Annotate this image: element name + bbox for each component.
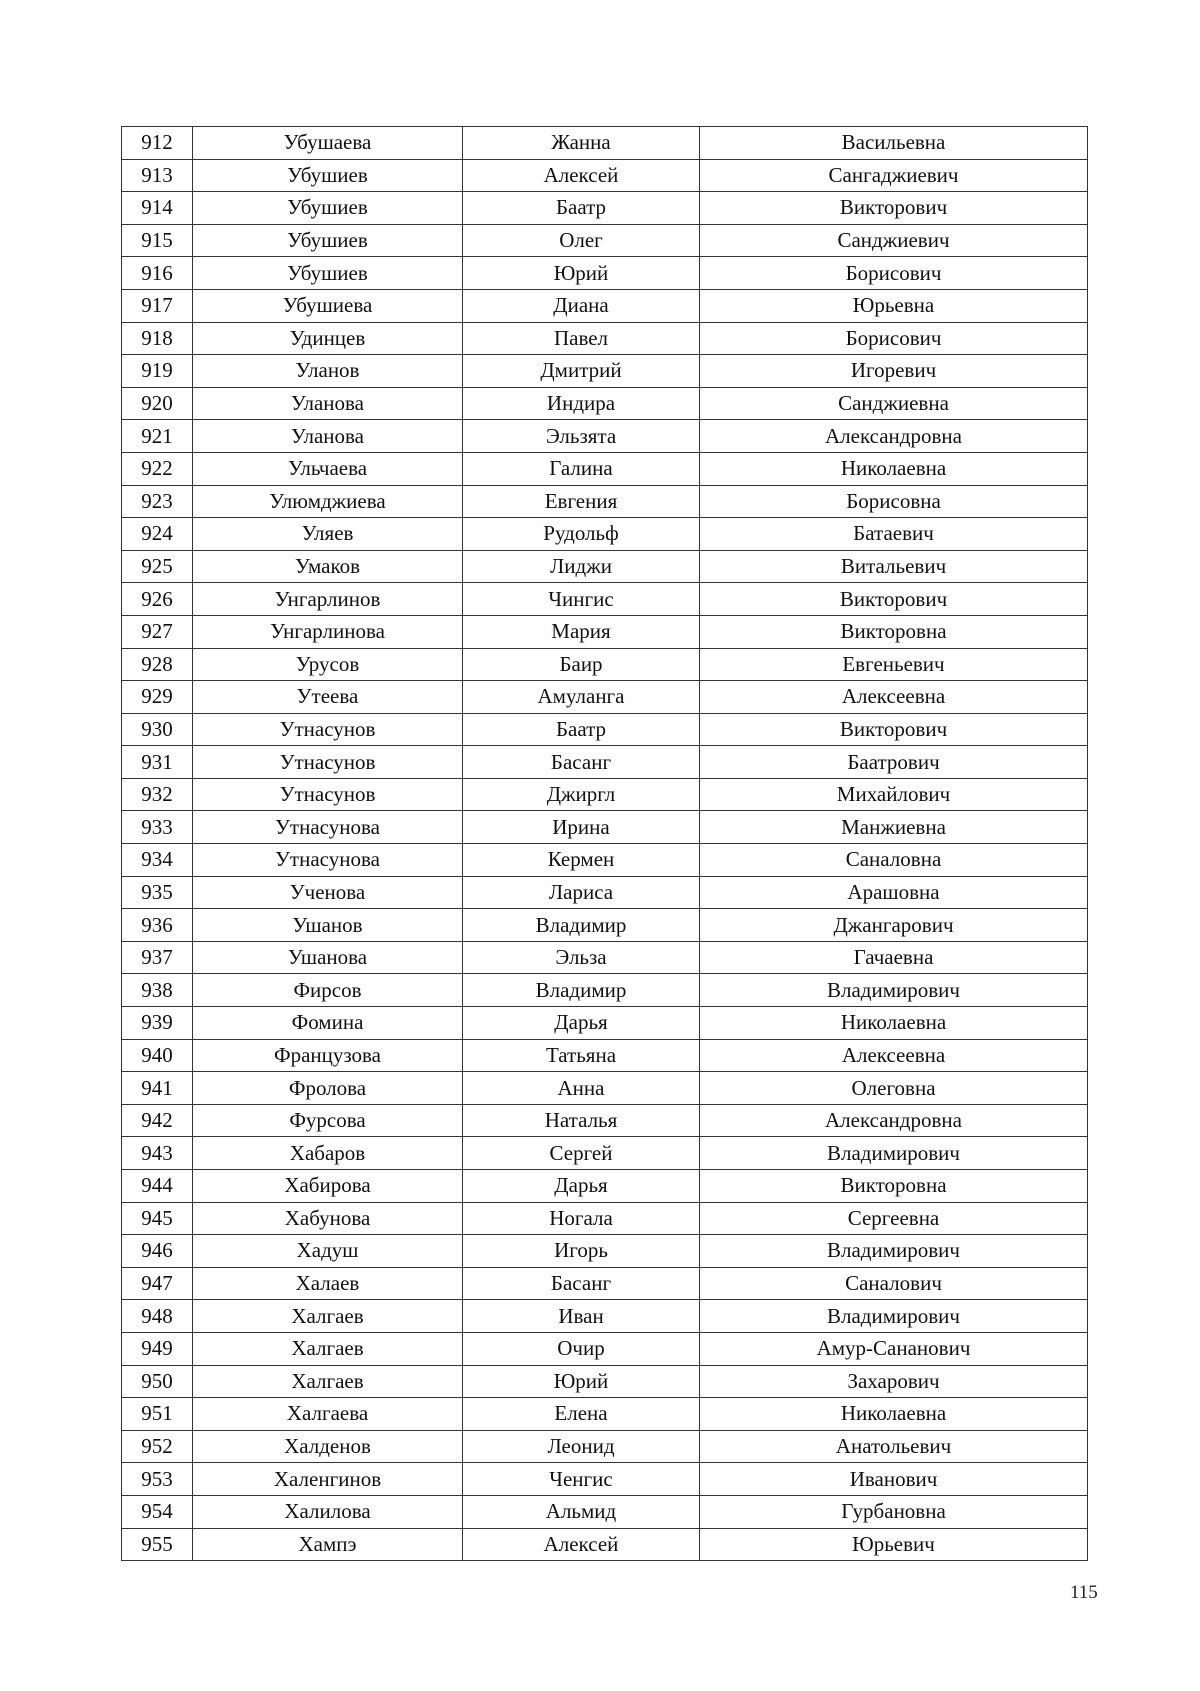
row-number-cell: 919 bbox=[122, 355, 193, 388]
row-number-cell: 922 bbox=[122, 452, 193, 485]
last-name-cell: Халгаев bbox=[193, 1365, 463, 1398]
last-name-cell: Убушаева bbox=[193, 127, 463, 160]
first-name-cell: Амуланга bbox=[463, 681, 700, 714]
first-name-cell: Диана bbox=[463, 289, 700, 322]
row-number-cell: 938 bbox=[122, 974, 193, 1007]
first-name-cell: Иван bbox=[463, 1300, 700, 1333]
table-row bbox=[122, 713, 1088, 746]
row-number-cell: 936 bbox=[122, 909, 193, 942]
last-name-cell: Хампэ bbox=[193, 1528, 463, 1561]
row-number-cell: 941 bbox=[122, 1072, 193, 1105]
patronymic-cell: Евгеньевич bbox=[700, 648, 1088, 681]
row-number-cell: 944 bbox=[122, 1170, 193, 1203]
row-number-cell: 923 bbox=[122, 485, 193, 518]
table-row bbox=[122, 387, 1088, 420]
table-row bbox=[122, 1332, 1088, 1365]
patronymic-cell: Юрьевна bbox=[700, 289, 1088, 322]
patronymic-cell: Захарович bbox=[700, 1365, 1088, 1398]
row-number-cell: 949 bbox=[122, 1332, 193, 1365]
row-number-cell: 927 bbox=[122, 615, 193, 648]
last-name-cell: Уланов bbox=[193, 355, 463, 388]
row-number-cell: 947 bbox=[122, 1267, 193, 1300]
first-name-cell: Мария bbox=[463, 615, 700, 648]
last-name-cell: Убушиев bbox=[193, 224, 463, 257]
table-row bbox=[122, 778, 1088, 811]
last-name-cell: Удинцев bbox=[193, 322, 463, 355]
names-table bbox=[121, 126, 1088, 1561]
table-row bbox=[122, 615, 1088, 648]
table-row bbox=[122, 1463, 1088, 1496]
row-number-cell: 912 bbox=[122, 127, 193, 160]
first-name-cell: Жанна bbox=[463, 127, 700, 160]
last-name-cell: Умаков bbox=[193, 550, 463, 583]
first-name-cell: Лиджи bbox=[463, 550, 700, 583]
row-number-cell: 955 bbox=[122, 1528, 193, 1561]
row-number-cell: 933 bbox=[122, 811, 193, 844]
names-table-body bbox=[122, 127, 1088, 1561]
patronymic-cell: Батаевич bbox=[700, 518, 1088, 551]
row-number-cell: 915 bbox=[122, 224, 193, 257]
patronymic-cell: Николаевна bbox=[700, 1398, 1088, 1431]
first-name-cell: Кермен bbox=[463, 844, 700, 877]
row-number-cell: 952 bbox=[122, 1430, 193, 1463]
patronymic-cell: Александровна bbox=[700, 1104, 1088, 1137]
patronymic-cell: Иванович bbox=[700, 1463, 1088, 1496]
row-number-cell: 954 bbox=[122, 1495, 193, 1528]
patronymic-cell: Викторович bbox=[700, 583, 1088, 616]
first-name-cell: Евгения bbox=[463, 485, 700, 518]
patronymic-cell: Амур-Сананович bbox=[700, 1332, 1088, 1365]
row-number-cell: 948 bbox=[122, 1300, 193, 1333]
first-name-cell: Елена bbox=[463, 1398, 700, 1431]
table-row bbox=[122, 452, 1088, 485]
first-name-cell: Лариса bbox=[463, 876, 700, 909]
table-row bbox=[122, 648, 1088, 681]
last-name-cell: Унгарлинов bbox=[193, 583, 463, 616]
patronymic-cell: Гачаевна bbox=[700, 941, 1088, 974]
table-row bbox=[122, 681, 1088, 714]
patronymic-cell: Владимирович bbox=[700, 1235, 1088, 1268]
last-name-cell: Утнасунов bbox=[193, 746, 463, 779]
row-number-cell: 942 bbox=[122, 1104, 193, 1137]
table-row bbox=[122, 1170, 1088, 1203]
patronymic-cell: Гурбановна bbox=[700, 1495, 1088, 1528]
row-number-cell: 926 bbox=[122, 583, 193, 616]
first-name-cell: Владимир bbox=[463, 909, 700, 942]
first-name-cell: Ирина bbox=[463, 811, 700, 844]
patronymic-cell: Алексеевна bbox=[700, 681, 1088, 714]
table-row bbox=[122, 485, 1088, 518]
last-name-cell: Уланова bbox=[193, 420, 463, 453]
patronymic-cell: Сангаджиевич bbox=[700, 159, 1088, 192]
table-row bbox=[122, 1104, 1088, 1137]
last-name-cell: Ушанов bbox=[193, 909, 463, 942]
row-number-cell: 935 bbox=[122, 876, 193, 909]
patronymic-cell: Васильевна bbox=[700, 127, 1088, 160]
last-name-cell: Утнасунова bbox=[193, 811, 463, 844]
row-number-cell: 950 bbox=[122, 1365, 193, 1398]
patronymic-cell: Владимирович bbox=[700, 974, 1088, 1007]
table-row bbox=[122, 1202, 1088, 1235]
first-name-cell: Дарья bbox=[463, 1007, 700, 1040]
table-row bbox=[122, 1137, 1088, 1170]
last-name-cell: Утнасунова bbox=[193, 844, 463, 877]
row-number-cell: 921 bbox=[122, 420, 193, 453]
last-name-cell: Французова bbox=[193, 1039, 463, 1072]
table-row bbox=[122, 1528, 1088, 1561]
table-row bbox=[122, 192, 1088, 225]
row-number-cell: 943 bbox=[122, 1137, 193, 1170]
row-number-cell: 917 bbox=[122, 289, 193, 322]
last-name-cell: Фурсова bbox=[193, 1104, 463, 1137]
row-number-cell: 951 bbox=[122, 1398, 193, 1431]
patronymic-cell: Викторовна bbox=[700, 615, 1088, 648]
row-number-cell: 918 bbox=[122, 322, 193, 355]
table-row bbox=[122, 1365, 1088, 1398]
last-name-cell: Убушиев bbox=[193, 257, 463, 290]
first-name-cell: Рудольф bbox=[463, 518, 700, 551]
patronymic-cell: Николаевна bbox=[700, 1007, 1088, 1040]
first-name-cell: Эльза bbox=[463, 941, 700, 974]
patronymic-cell: Игоревич bbox=[700, 355, 1088, 388]
last-name-cell: Ушанова bbox=[193, 941, 463, 974]
last-name-cell: Халилова bbox=[193, 1495, 463, 1528]
table-row bbox=[122, 127, 1088, 160]
table-row bbox=[122, 1039, 1088, 1072]
table-row bbox=[122, 974, 1088, 1007]
first-name-cell: Басанг bbox=[463, 1267, 700, 1300]
patronymic-cell: Джангарович bbox=[700, 909, 1088, 942]
row-number-cell: 913 bbox=[122, 159, 193, 192]
first-name-cell: Очир bbox=[463, 1332, 700, 1365]
first-name-cell: Алексей bbox=[463, 159, 700, 192]
last-name-cell: Хабирова bbox=[193, 1170, 463, 1203]
first-name-cell: Татьяна bbox=[463, 1039, 700, 1072]
last-name-cell: Утнасунов bbox=[193, 778, 463, 811]
patronymic-cell: Михайлович bbox=[700, 778, 1088, 811]
last-name-cell: Хабаров bbox=[193, 1137, 463, 1170]
first-name-cell: Альмид bbox=[463, 1495, 700, 1528]
last-name-cell: Хабунова bbox=[193, 1202, 463, 1235]
table-row bbox=[122, 550, 1088, 583]
table-row bbox=[122, 1007, 1088, 1040]
first-name-cell: Анна bbox=[463, 1072, 700, 1105]
patronymic-cell: Баатрович bbox=[700, 746, 1088, 779]
patronymic-cell: Манжиевна bbox=[700, 811, 1088, 844]
patronymic-cell: Санджиевич bbox=[700, 224, 1088, 257]
row-number-cell: 932 bbox=[122, 778, 193, 811]
last-name-cell: Ульчаева bbox=[193, 452, 463, 485]
last-name-cell: Убушиев bbox=[193, 159, 463, 192]
table-row bbox=[122, 518, 1088, 551]
first-name-cell: Басанг bbox=[463, 746, 700, 779]
first-name-cell: Владимир bbox=[463, 974, 700, 1007]
patronymic-cell: Арашовна bbox=[700, 876, 1088, 909]
first-name-cell: Ченгис bbox=[463, 1463, 700, 1496]
first-name-cell: Алексей bbox=[463, 1528, 700, 1561]
patronymic-cell: Викторовна bbox=[700, 1170, 1088, 1203]
table-row bbox=[122, 1267, 1088, 1300]
table-row bbox=[122, 322, 1088, 355]
patronymic-cell: Викторович bbox=[700, 713, 1088, 746]
table-row bbox=[122, 811, 1088, 844]
row-number-cell: 914 bbox=[122, 192, 193, 225]
row-number-cell: 934 bbox=[122, 844, 193, 877]
row-number-cell: 928 bbox=[122, 648, 193, 681]
row-number-cell: 929 bbox=[122, 681, 193, 714]
last-name-cell: Убушиев bbox=[193, 192, 463, 225]
patronymic-cell: Борисовна bbox=[700, 485, 1088, 518]
row-number-cell: 930 bbox=[122, 713, 193, 746]
patronymic-cell: Владимирович bbox=[700, 1137, 1088, 1170]
patronymic-cell: Сергеевна bbox=[700, 1202, 1088, 1235]
patronymic-cell: Санджиевна bbox=[700, 387, 1088, 420]
table-row bbox=[122, 159, 1088, 192]
first-name-cell: Индира bbox=[463, 387, 700, 420]
last-name-cell: Ученова bbox=[193, 876, 463, 909]
last-name-cell: Халденов bbox=[193, 1430, 463, 1463]
row-number-cell: 920 bbox=[122, 387, 193, 420]
patronymic-cell: Витальевич bbox=[700, 550, 1088, 583]
patronymic-cell: Саналовна bbox=[700, 844, 1088, 877]
first-name-cell: Дарья bbox=[463, 1170, 700, 1203]
table-row bbox=[122, 1072, 1088, 1105]
first-name-cell: Ногала bbox=[463, 1202, 700, 1235]
last-name-cell: Урусов bbox=[193, 648, 463, 681]
row-number-cell: 931 bbox=[122, 746, 193, 779]
last-name-cell: Хадуш bbox=[193, 1235, 463, 1268]
first-name-cell: Юрий bbox=[463, 1365, 700, 1398]
first-name-cell: Джиргл bbox=[463, 778, 700, 811]
patronymic-cell: Борисович bbox=[700, 257, 1088, 290]
last-name-cell: Фирсов bbox=[193, 974, 463, 1007]
first-name-cell: Игорь bbox=[463, 1235, 700, 1268]
patronymic-cell: Саналович bbox=[700, 1267, 1088, 1300]
first-name-cell: Павел bbox=[463, 322, 700, 355]
first-name-cell: Баир bbox=[463, 648, 700, 681]
table-row bbox=[122, 224, 1088, 257]
last-name-cell: Улюмджиева bbox=[193, 485, 463, 518]
first-name-cell: Сергей bbox=[463, 1137, 700, 1170]
last-name-cell: Утнасунов bbox=[193, 713, 463, 746]
last-name-cell: Убушиева bbox=[193, 289, 463, 322]
last-name-cell: Уляев bbox=[193, 518, 463, 551]
patronymic-cell: Борисович bbox=[700, 322, 1088, 355]
table-row bbox=[122, 746, 1088, 779]
first-name-cell: Баатр bbox=[463, 713, 700, 746]
last-name-cell: Халгаев bbox=[193, 1332, 463, 1365]
row-number-cell: 953 bbox=[122, 1463, 193, 1496]
row-number-cell: 939 bbox=[122, 1007, 193, 1040]
table-row bbox=[122, 420, 1088, 453]
last-name-cell: Фомина bbox=[193, 1007, 463, 1040]
first-name-cell: Наталья bbox=[463, 1104, 700, 1137]
table-row bbox=[122, 1235, 1088, 1268]
patronymic-cell: Юрьевич bbox=[700, 1528, 1088, 1561]
row-number-cell: 940 bbox=[122, 1039, 193, 1072]
patronymic-cell: Алексеевна bbox=[700, 1039, 1088, 1072]
table-row bbox=[122, 1495, 1088, 1528]
first-name-cell: Леонид bbox=[463, 1430, 700, 1463]
table-row bbox=[122, 1398, 1088, 1431]
table-row bbox=[122, 876, 1088, 909]
first-name-cell: Юрий bbox=[463, 257, 700, 290]
row-number-cell: 945 bbox=[122, 1202, 193, 1235]
row-number-cell: 924 bbox=[122, 518, 193, 551]
last-name-cell: Унгарлинова bbox=[193, 615, 463, 648]
first-name-cell: Галина bbox=[463, 452, 700, 485]
last-name-cell: Халгаева bbox=[193, 1398, 463, 1431]
table-row bbox=[122, 1300, 1088, 1333]
first-name-cell: Баатр bbox=[463, 192, 700, 225]
row-number-cell: 925 bbox=[122, 550, 193, 583]
first-name-cell: Олег bbox=[463, 224, 700, 257]
page-number: 115 bbox=[1070, 1582, 1098, 1603]
last-name-cell: Уланова bbox=[193, 387, 463, 420]
last-name-cell: Халгаев bbox=[193, 1300, 463, 1333]
patronymic-cell: Викторович bbox=[700, 192, 1088, 225]
last-name-cell: Халаев bbox=[193, 1267, 463, 1300]
patronymic-cell: Владимирович bbox=[700, 1300, 1088, 1333]
table-row bbox=[122, 289, 1088, 322]
patronymic-cell: Олеговна bbox=[700, 1072, 1088, 1105]
table-row bbox=[122, 909, 1088, 942]
last-name-cell: Фролова bbox=[193, 1072, 463, 1105]
row-number-cell: 946 bbox=[122, 1235, 193, 1268]
last-name-cell: Халенгинов bbox=[193, 1463, 463, 1496]
row-number-cell: 937 bbox=[122, 941, 193, 974]
table-row bbox=[122, 941, 1088, 974]
row-number-cell: 916 bbox=[122, 257, 193, 290]
last-name-cell: Утеева bbox=[193, 681, 463, 714]
first-name-cell: Дмитрий bbox=[463, 355, 700, 388]
patronymic-cell: Александровна bbox=[700, 420, 1088, 453]
patronymic-cell: Николаевна bbox=[700, 452, 1088, 485]
table-row bbox=[122, 1430, 1088, 1463]
table-row bbox=[122, 844, 1088, 877]
patronymic-cell: Анатольевич bbox=[700, 1430, 1088, 1463]
table-row bbox=[122, 583, 1088, 616]
first-name-cell: Чингис bbox=[463, 583, 700, 616]
first-name-cell: Эльзята bbox=[463, 420, 700, 453]
table-row bbox=[122, 355, 1088, 388]
table-row bbox=[122, 257, 1088, 290]
